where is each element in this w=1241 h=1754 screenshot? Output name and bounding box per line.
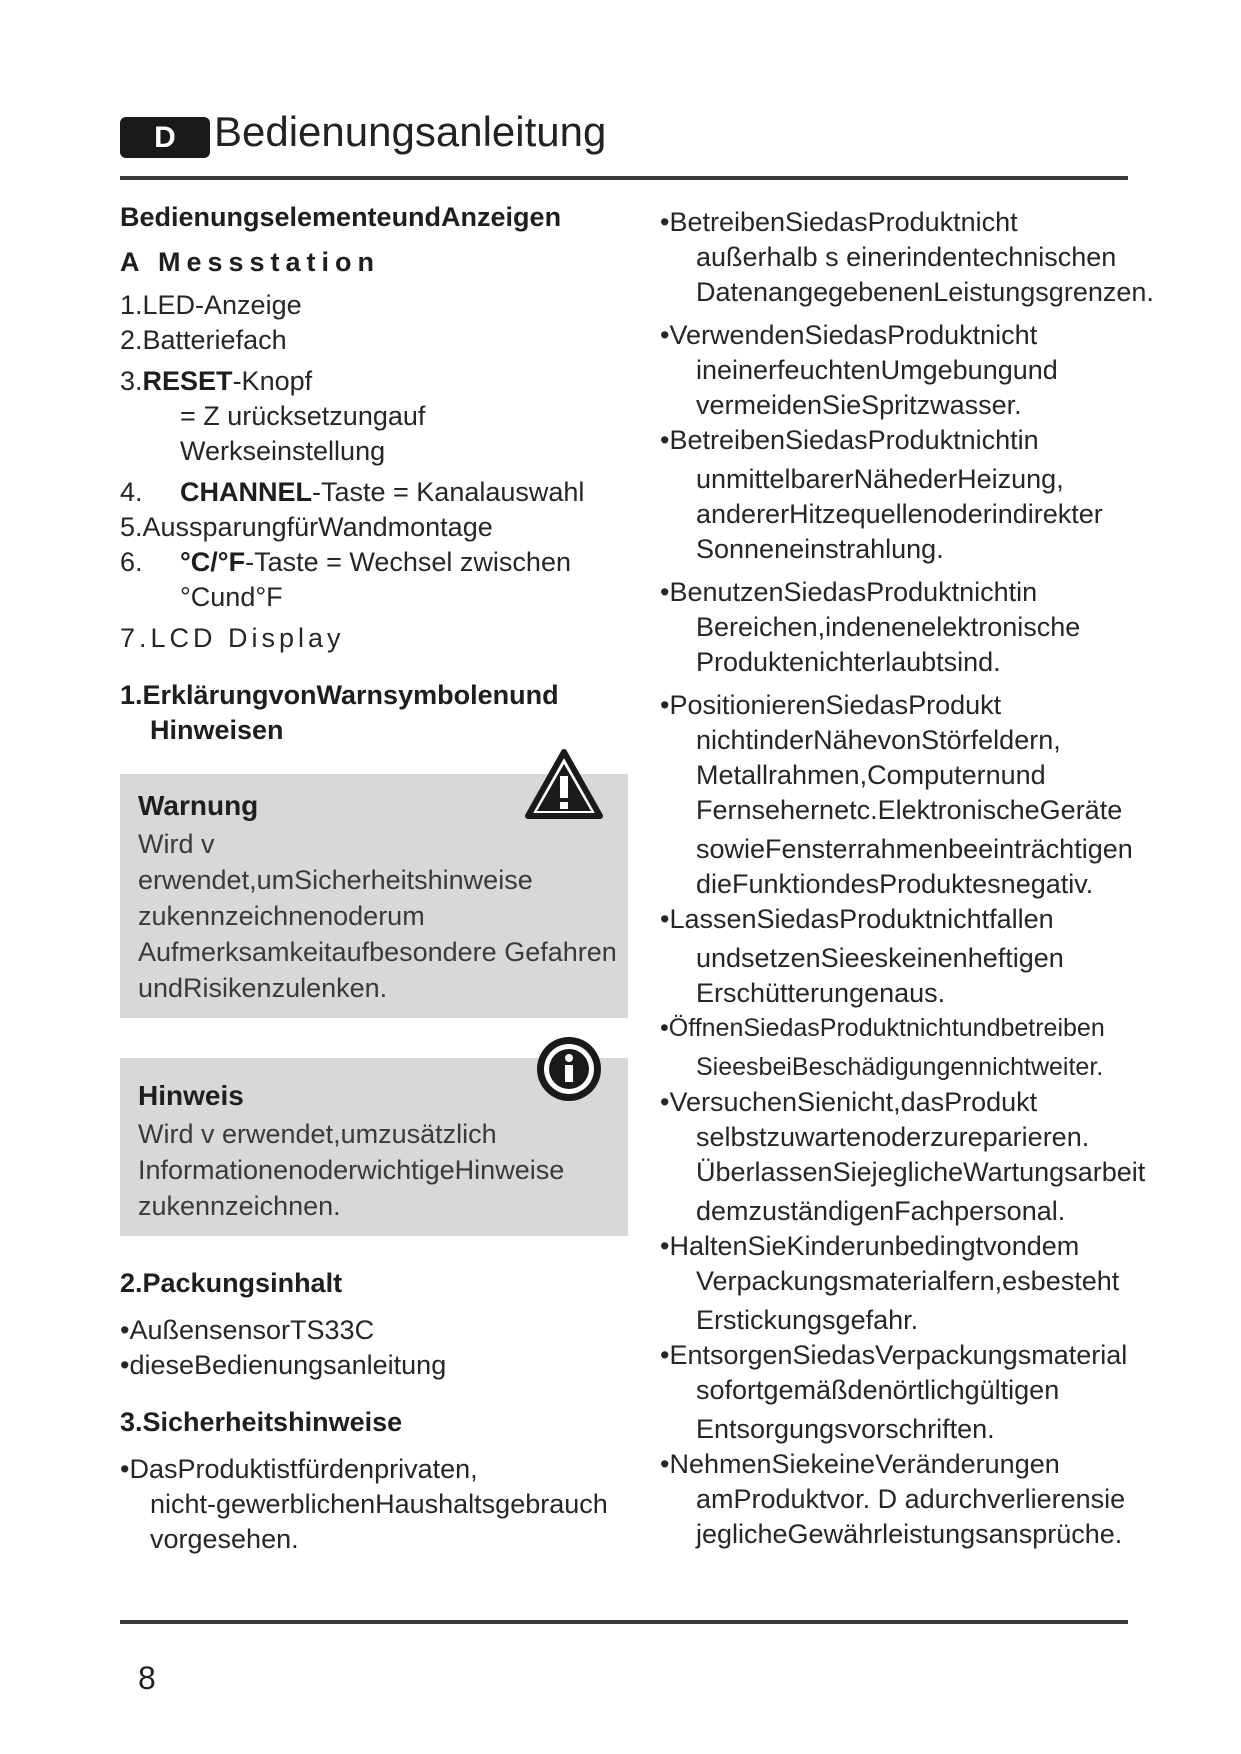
section-title-warnsymbols-cont: Hinweisen	[150, 715, 284, 745]
list-item-continuation: Erstickungsgefahr.	[696, 1305, 919, 1335]
section-title-controls: BedienungselementeundAnzeigen	[120, 202, 562, 232]
warning-title: Warnung	[138, 790, 259, 821]
list-item-continuation: ineinerfeuchtenUmgebungund	[696, 355, 1058, 385]
list-item-continuation: Fernsehernetc.ElektronischeGeräte	[696, 795, 1123, 825]
list-item-continuation: sowieFensterrahmenbeeinträchtigen	[696, 834, 1133, 864]
left-column	[120, 200, 620, 1557]
list-item: •VerwendenSiedasProduktnicht	[660, 320, 1038, 350]
list-item-continuation: dieFunktiondesProduktesnegativ.	[696, 869, 1094, 899]
list-item: •BetreibenSiedasProduktnicht	[660, 207, 1018, 237]
list-item-continuation: vermeidenSieSpritzwasser.	[696, 390, 1022, 420]
note-title: Hinweis	[138, 1080, 244, 1111]
footer-rule	[120, 1620, 1128, 1624]
note-box	[120, 1058, 628, 1236]
list-item-continuation: nichtinderNähevonStörfeldern,	[696, 725, 1061, 755]
list-item-continuation: selbstzuwartenoderzureparieren.	[696, 1122, 1090, 1152]
subsection-messstation: A Messstation	[120, 247, 381, 277]
list-item-continuation: Sonneneinstrahlung.	[696, 534, 944, 564]
list-item-continuation: Werkseinstellung	[180, 436, 386, 466]
header-rule	[120, 176, 1128, 180]
list-item: •LassenSiedasProduktnichtfallen	[660, 904, 1054, 934]
right-column	[660, 205, 1154, 1552]
list-item-continuation: sofortgemäßdenörtlichgültigen	[696, 1375, 1060, 1405]
warning-text: undRisikenzulenken.	[138, 973, 388, 1003]
list-item: •BetreibenSiedasProduktnichtin	[660, 425, 1039, 455]
list-item: •VersuchenSienicht,dasProdukt	[660, 1087, 1038, 1117]
note-text: InformationenoderwichtigeHinweise	[138, 1155, 565, 1185]
list-item-continuation: vorgesehen.	[150, 1524, 299, 1554]
warning-triangle-icon	[524, 748, 604, 829]
list-item: •NehmenSiekeineVeränderungen	[660, 1449, 1060, 1479]
list-item: 2.Batteriefach	[120, 325, 287, 355]
list-item-continuation: unmittelbarerNähederHeizung,	[696, 464, 1064, 494]
list-item: •EntsorgenSiedasVerpackungsmaterial	[660, 1340, 1128, 1370]
list-item-continuation: = Z urücksetzungauf	[180, 401, 426, 431]
list-item-continuation: Verpackungsmaterialfern,esbesteht	[696, 1266, 1120, 1296]
list-item-continuation: nicht-gewerblichenHaushaltsgebrauch	[150, 1489, 608, 1519]
list-item: •ÖffnenSiedasProduktnichtundbetreiben	[660, 1014, 1105, 1042]
warning-box	[120, 774, 628, 1018]
list-item-continuation: Erschütterungenaus.	[696, 978, 946, 1008]
list-item-continuation: undsetzenSieeskeinenheftigen	[696, 943, 1064, 973]
list-item-continuation: SieesbeiBeschädigungennichtweiter.	[696, 1053, 1104, 1081]
info-icon	[534, 1034, 604, 1113]
list-item-continuation: demzuständigenFachpersonal.	[696, 1196, 1066, 1226]
list-item-continuation: °Cund°F	[180, 582, 283, 612]
list-item-continuation: DatenangegebenenLeistungsgrenzen.	[696, 277, 1154, 307]
list-item-continuation: jeglicheGewährleistungsansprüche.	[696, 1519, 1123, 1549]
list-item: 6. °C/°F-Taste = Wechsel zwischen	[120, 547, 571, 577]
list-item-continuation: ÜberlassenSiejeglicheWartungsarbeit	[696, 1157, 1146, 1187]
list-item-continuation: Bereichen,indenenelektronische	[696, 612, 1081, 642]
list-item: •HaltenSieKinderunbedingtvondem	[660, 1231, 1080, 1261]
list-item: 3.RESET-Knopf	[120, 366, 313, 396]
list-item: •BenutzenSiedasProduktnichtin	[660, 577, 1038, 607]
section-title-package: 2.Packungsinhalt	[120, 1268, 343, 1298]
page-number: 8	[138, 1660, 156, 1696]
warning-text: Wird v erwendet,umSicherheitshinweise	[138, 829, 533, 895]
list-item-continuation: Entsorgungsvorschriften.	[696, 1414, 995, 1444]
warning-text: Aufmerksamkeitaufbesondere Gefahren	[138, 937, 617, 967]
section-title-warnsymbols: 1.ErklärungvonWarnsymbolenund	[120, 680, 559, 710]
list-item: 1.LED-Anzeige	[120, 290, 302, 320]
list-item-continuation: Metallrahmen,Computernund	[696, 760, 1046, 790]
note-text: Wird v erwendet,umzusätzlich	[138, 1119, 497, 1149]
list-item: •dieseBedienungsanleitung	[120, 1350, 447, 1380]
warning-text: zukennzeichnenoderum	[138, 901, 425, 931]
list-item: 5.AussparungfürWandmontage	[120, 512, 493, 542]
list-item-continuation: amProduktvor. D adurchverlierensie	[696, 1484, 1126, 1514]
list-item: •DasProduktistfürdenprivaten,	[120, 1454, 478, 1484]
page-title: Bedienungsanleitung	[214, 108, 607, 155]
list-item-continuation: außerhalb s einerindentechnischen	[696, 242, 1117, 272]
language-badge: D	[120, 117, 210, 158]
list-item: 7.LCD Display	[120, 623, 345, 653]
list-item-continuation: Produktenichterlaubtsind.	[696, 647, 1001, 677]
list-item-continuation: andererHitzequellenoderindirekter	[696, 499, 1103, 529]
list-item: •PositionierenSiedasProdukt	[660, 690, 1002, 720]
note-text: zukennzeichnen.	[138, 1191, 341, 1221]
section-title-safety: 3.Sicherheitshinweise	[120, 1407, 403, 1437]
list-item: •AußensensorTS33C	[120, 1315, 375, 1345]
list-item: 4. CHANNEL-Taste = Kanalauswahl	[120, 477, 585, 507]
